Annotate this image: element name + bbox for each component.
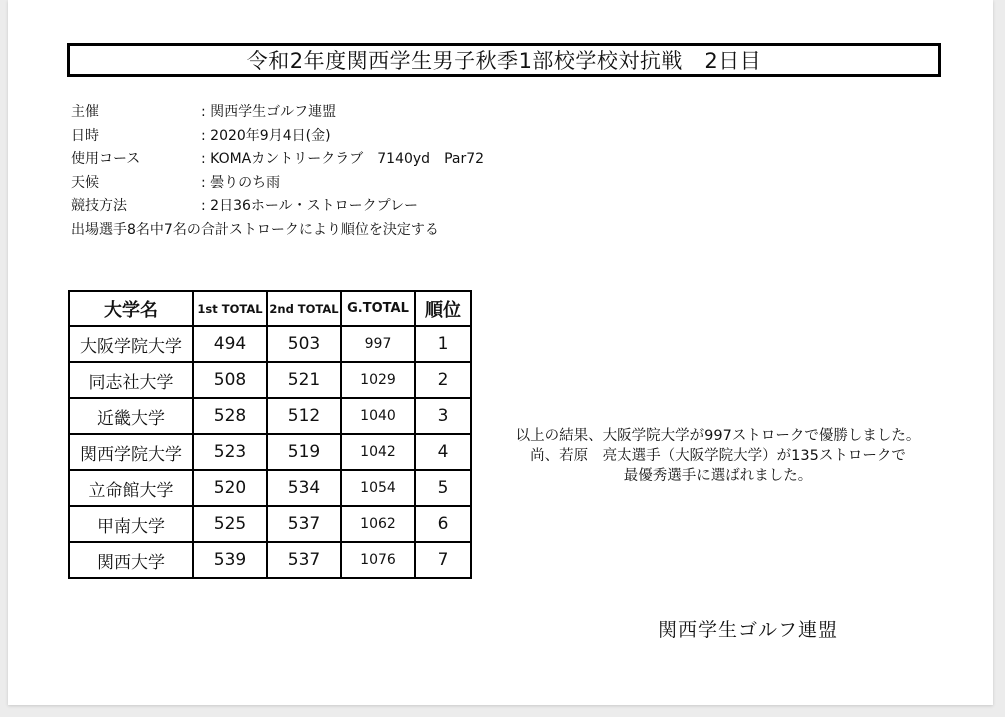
cell-g-total: 1076	[341, 542, 415, 578]
organizer-signature: 関西学生ゴルフ連盟	[658, 619, 839, 641]
cell-1st-total: 523	[193, 434, 267, 470]
cell-rank: 4	[415, 434, 471, 470]
cell-2nd-total: 512	[267, 398, 341, 434]
table-header-row	[69, 291, 471, 326]
info-value: : 2日36ホール・ストロークプレー	[201, 195, 418, 219]
cell-g-total: 1040	[341, 398, 415, 434]
header-2nd-total: 2nd TOTAL	[267, 291, 341, 326]
table-row	[69, 362, 471, 398]
info-value: : 曇りのち雨	[201, 172, 280, 196]
result-summary	[478, 426, 958, 486]
info-label: 競技方法	[71, 198, 127, 214]
info-row-format	[71, 195, 484, 219]
summary-line: 尚、若原 亮太選手（大阪学院大学）が135ストロークで	[530, 448, 906, 464]
info-value: : KOMAカントリークラブ 7140yd Par72	[201, 148, 484, 172]
cell-university: 甲南大学	[69, 506, 193, 542]
title-text: 令和2年度関西学生男子秋季1部校学校対抗戦 2日目	[246, 49, 762, 73]
cell-2nd-total: 534	[267, 470, 341, 506]
info-row-course	[71, 148, 484, 172]
cell-g-total: 1054	[341, 470, 415, 506]
header-g-total: G.TOTAL	[341, 291, 415, 326]
table-row	[69, 542, 471, 578]
summary-line: 以上の結果、大阪学院大学が997ストロークで優勝しました。	[515, 428, 921, 444]
cell-university: 同志社大学	[69, 362, 193, 398]
cell-rank: 5	[415, 470, 471, 506]
info-row-organizer	[71, 101, 484, 125]
document-title	[67, 43, 941, 77]
cell-university: 大阪学院大学	[69, 326, 193, 362]
cell-university: 関西学院大学	[69, 434, 193, 470]
cell-rank: 7	[415, 542, 471, 578]
header-rank: 順位	[415, 291, 471, 326]
summary-line: 最優秀選手に選ばれました。	[623, 468, 813, 484]
results-table	[68, 290, 472, 579]
cell-1st-total: 520	[193, 470, 267, 506]
cell-rank: 6	[415, 506, 471, 542]
cell-1st-total: 528	[193, 398, 267, 434]
info-label: 日時	[71, 127, 99, 144]
cell-1st-total: 508	[193, 362, 267, 398]
table-row	[69, 470, 471, 506]
info-row-date	[71, 125, 484, 149]
cell-rank: 3	[415, 398, 471, 434]
info-value: : 2020年9月4日(金)	[201, 125, 331, 149]
cell-university: 立命館大学	[69, 470, 193, 506]
cell-2nd-total: 537	[267, 506, 341, 542]
cell-g-total: 1062	[341, 506, 415, 542]
info-label: 使用コース	[71, 151, 141, 167]
table-row	[69, 434, 471, 470]
cell-2nd-total: 521	[267, 362, 341, 398]
cell-g-total: 997	[341, 326, 415, 362]
cell-g-total: 1029	[341, 362, 415, 398]
ranking-rule-note: 出場選手8名中7名の合計ストロークにより順位を決定する	[71, 221, 439, 238]
cell-1st-total: 525	[193, 506, 267, 542]
cell-1st-total: 494	[193, 326, 267, 362]
table-row	[69, 326, 471, 362]
cell-2nd-total: 519	[267, 434, 341, 470]
cell-g-total: 1042	[341, 434, 415, 470]
cell-rank: 1	[415, 326, 471, 362]
cell-1st-total: 539	[193, 542, 267, 578]
info-label: 主催	[71, 104, 99, 120]
cell-university: 関西大学	[69, 542, 193, 578]
header-university: 大学名	[69, 291, 193, 326]
event-info	[71, 101, 484, 242]
info-label: 天候	[71, 174, 99, 191]
table-row	[69, 398, 471, 434]
info-value: : 関西学生ゴルフ連盟	[201, 101, 336, 125]
document-page	[8, 0, 993, 705]
cell-2nd-total: 503	[267, 326, 341, 362]
header-1st-total: 1st TOTAL	[193, 291, 267, 326]
cell-university: 近畿大学	[69, 398, 193, 434]
table-row	[69, 506, 471, 542]
cell-rank: 2	[415, 362, 471, 398]
info-row-weather	[71, 172, 484, 196]
cell-2nd-total: 537	[267, 542, 341, 578]
